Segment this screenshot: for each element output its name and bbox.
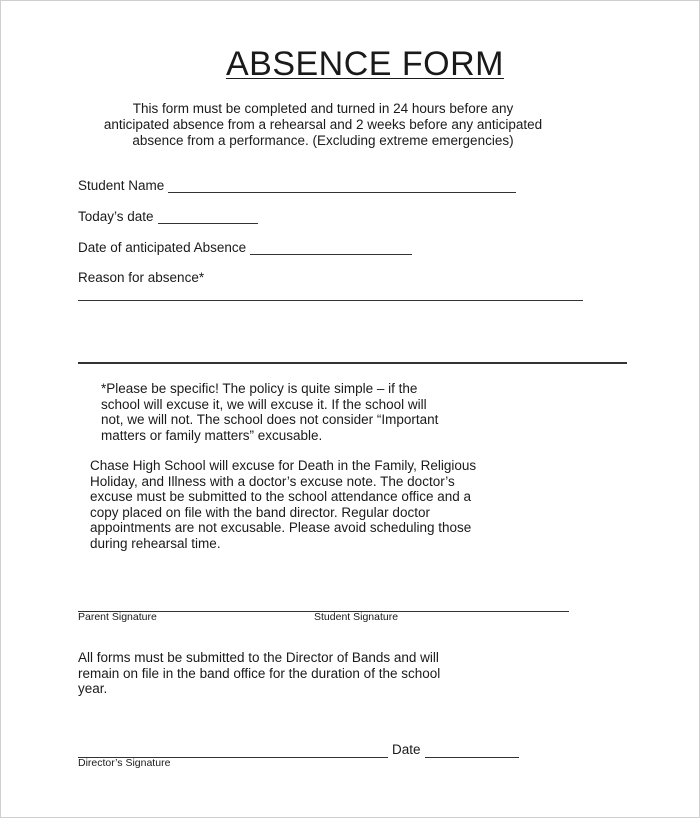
director-signature-label: Director’s Signature [78, 757, 171, 769]
reason-label: Reason for absence* [78, 270, 205, 285]
submission-line: All forms must be submitted to the Director of Bands and will [78, 650, 439, 665]
anticipated-date-label: Date of anticipated Absence [78, 240, 247, 255]
submission-line: year. [78, 681, 108, 697]
policy-note [101, 381, 438, 443]
intro-line: This form must be completed and turned in 24 hours before any [132, 101, 514, 116]
excuse-policy [90, 458, 476, 552]
submission-note [78, 650, 440, 697]
student-name-field[interactable] [168, 180, 516, 193]
excuse-line: appointments are not excusable. Please avoid scheduling those [90, 520, 472, 536]
excuse-line: copy placed on file with the band director. Regular doctor [90, 504, 430, 520]
policy-line: *Please be specific! The policy is quite simple – if the [101, 381, 418, 396]
reason-row [78, 270, 204, 285]
todays-date-field[interactable] [158, 211, 258, 224]
excuse-line: Chase High School will excuse for Death in the Family, Religious [90, 458, 477, 473]
intro-line: anticipated absence from a rehearsal and 2 weeks before any anticipated [103, 117, 543, 132]
excuse-line: excuse must be submitted to the school attendance office and a [90, 489, 471, 505]
student-signature-label: Student Signature [314, 611, 399, 623]
date-label: Date [392, 742, 421, 757]
anticipated-date-field[interactable] [250, 242, 412, 255]
excuse-line: during rehearsal time. [90, 535, 221, 551]
policy-line: school will excuse it, we will excuse it. If the school will [101, 396, 427, 412]
date-line[interactable] [425, 757, 519, 758]
intro-text [81, 101, 565, 149]
form-title: ABSENCE FORM [225, 45, 505, 83]
submission-line: remain on file in the band office for the duration of the school [78, 665, 441, 681]
todays-date-row [78, 209, 258, 224]
todays-date-label: Today’s date [78, 209, 154, 224]
parent-signature-label: Parent Signature [78, 611, 157, 623]
policy-line: matters or family matters” excusable. [101, 427, 323, 443]
student-name-row [78, 178, 516, 193]
anticipated-date-row [78, 240, 412, 255]
intro-line: absence from a performance. (Excluding extreme emergencies) [132, 133, 514, 148]
policy-line: not, we will not. The school does not consider “Important [101, 412, 439, 428]
student-name-label: Student Name [78, 178, 165, 193]
excuse-line: Holiday, and Illness with a doctor’s excuse note. The doctor’s [90, 473, 455, 489]
reason-line-2[interactable] [78, 362, 627, 364]
reason-line-1[interactable] [78, 300, 583, 301]
